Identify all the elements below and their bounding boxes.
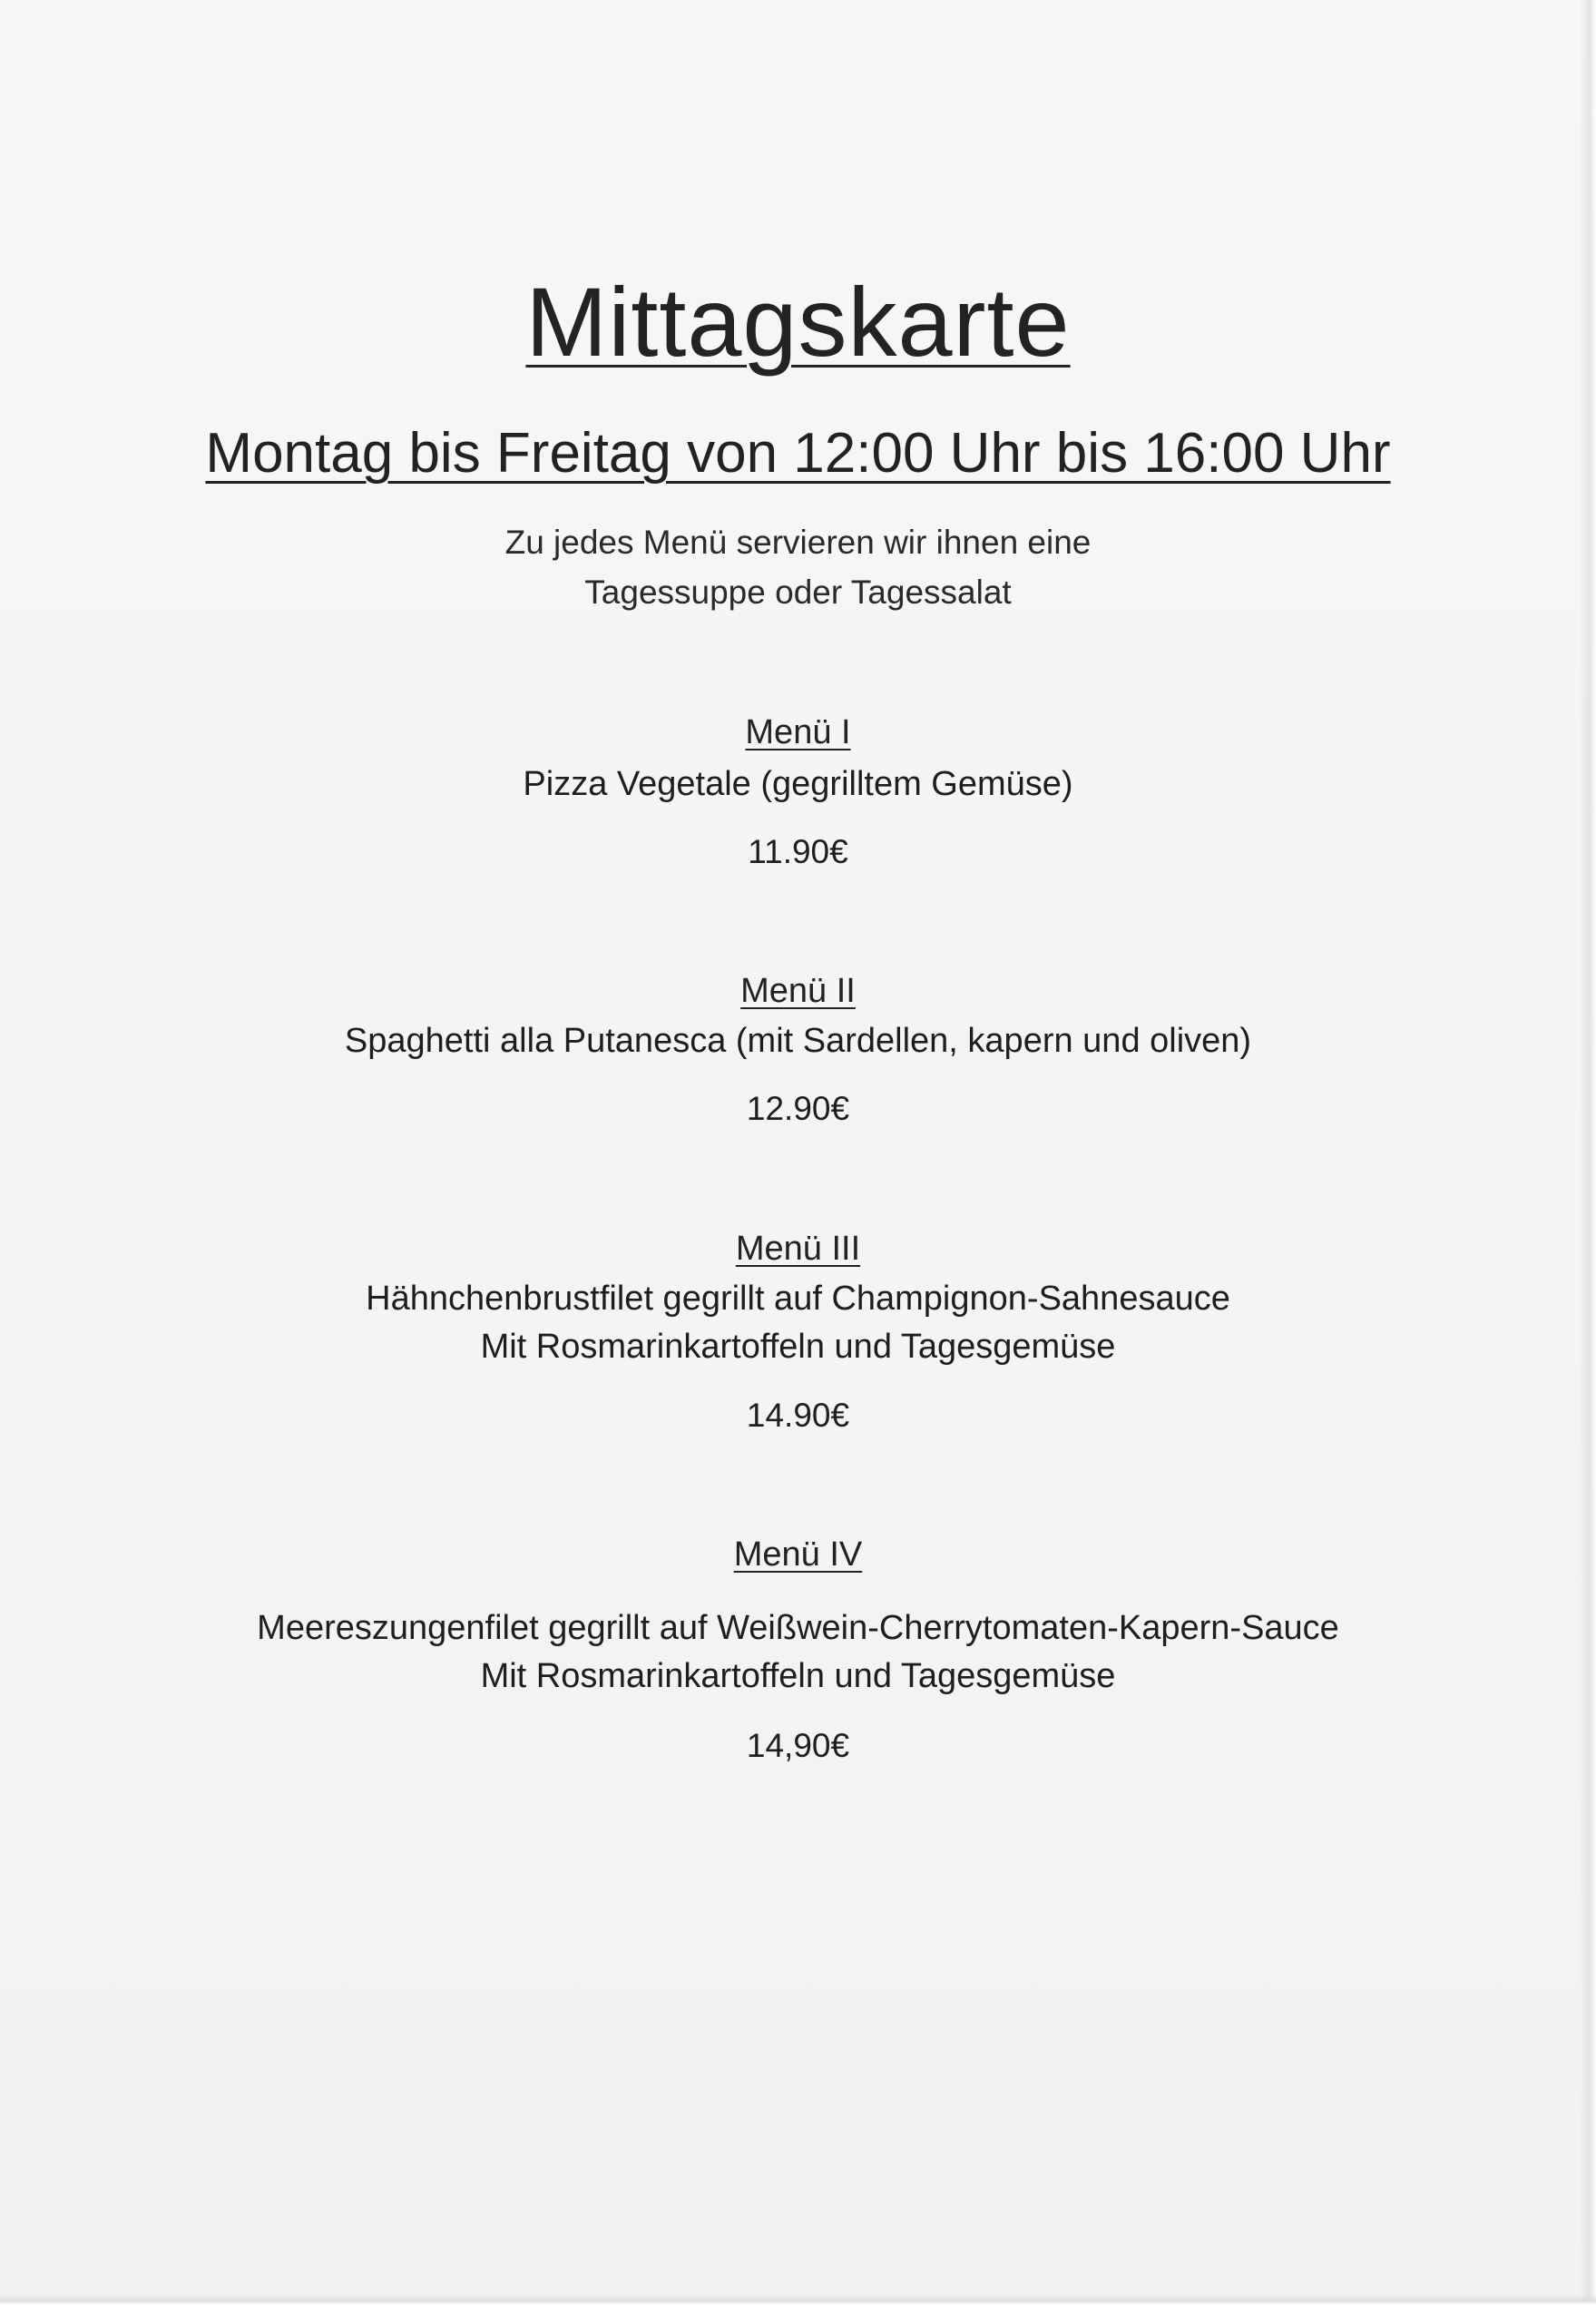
menu-4-price: 14,90€: [746, 1727, 850, 1764]
menu-4-dish-line-2: Mit Rosmarinkartoffeln und Tagesgemüse: [480, 1657, 1116, 1695]
page-title: Mittagskarte: [525, 267, 1071, 377]
menu-3-dish-line-2: Mit Rosmarinkartoffeln und Tagesgemüse: [480, 1328, 1116, 1366]
menu-2-dish: Spaghetti alla Putanesca (mit Sardellen, kapern und oliven): [344, 1022, 1252, 1060]
menu-3-dish-line-1: Hähnchenbrustfilet gegrillt auf Champignon-Sahnesauce: [366, 1280, 1230, 1318]
menu-2-heading: Menü II: [740, 972, 856, 1010]
menu-4-dish-line-1: Meereszungenfilet gegrillt auf Weißwein-Cherrytomaten-Kapern-Sauce: [257, 1609, 1339, 1647]
menu-1-price: 11.90€: [748, 833, 848, 870]
menu-2-price: 12.90€: [746, 1090, 850, 1127]
intro-line-2: Tagessuppe oder Tagessalat: [584, 574, 1012, 611]
opening-hours: Montag bis Freitag von 12:00 Uhr bis 16:00 Uhr: [205, 422, 1391, 485]
menu-3-price: 14.90€: [746, 1397, 850, 1434]
menu-1-dish: Pizza Vegetale (gegrilltem Gemüse): [523, 765, 1073, 803]
menu-4-heading: Menü IV: [733, 1535, 863, 1574]
intro-line-1: Zu jedes Menü servieren wir ihnen eine: [504, 524, 1092, 561]
menu-1-heading: Menü I: [745, 713, 851, 751]
menu-3-heading: Menü III: [735, 1230, 861, 1268]
